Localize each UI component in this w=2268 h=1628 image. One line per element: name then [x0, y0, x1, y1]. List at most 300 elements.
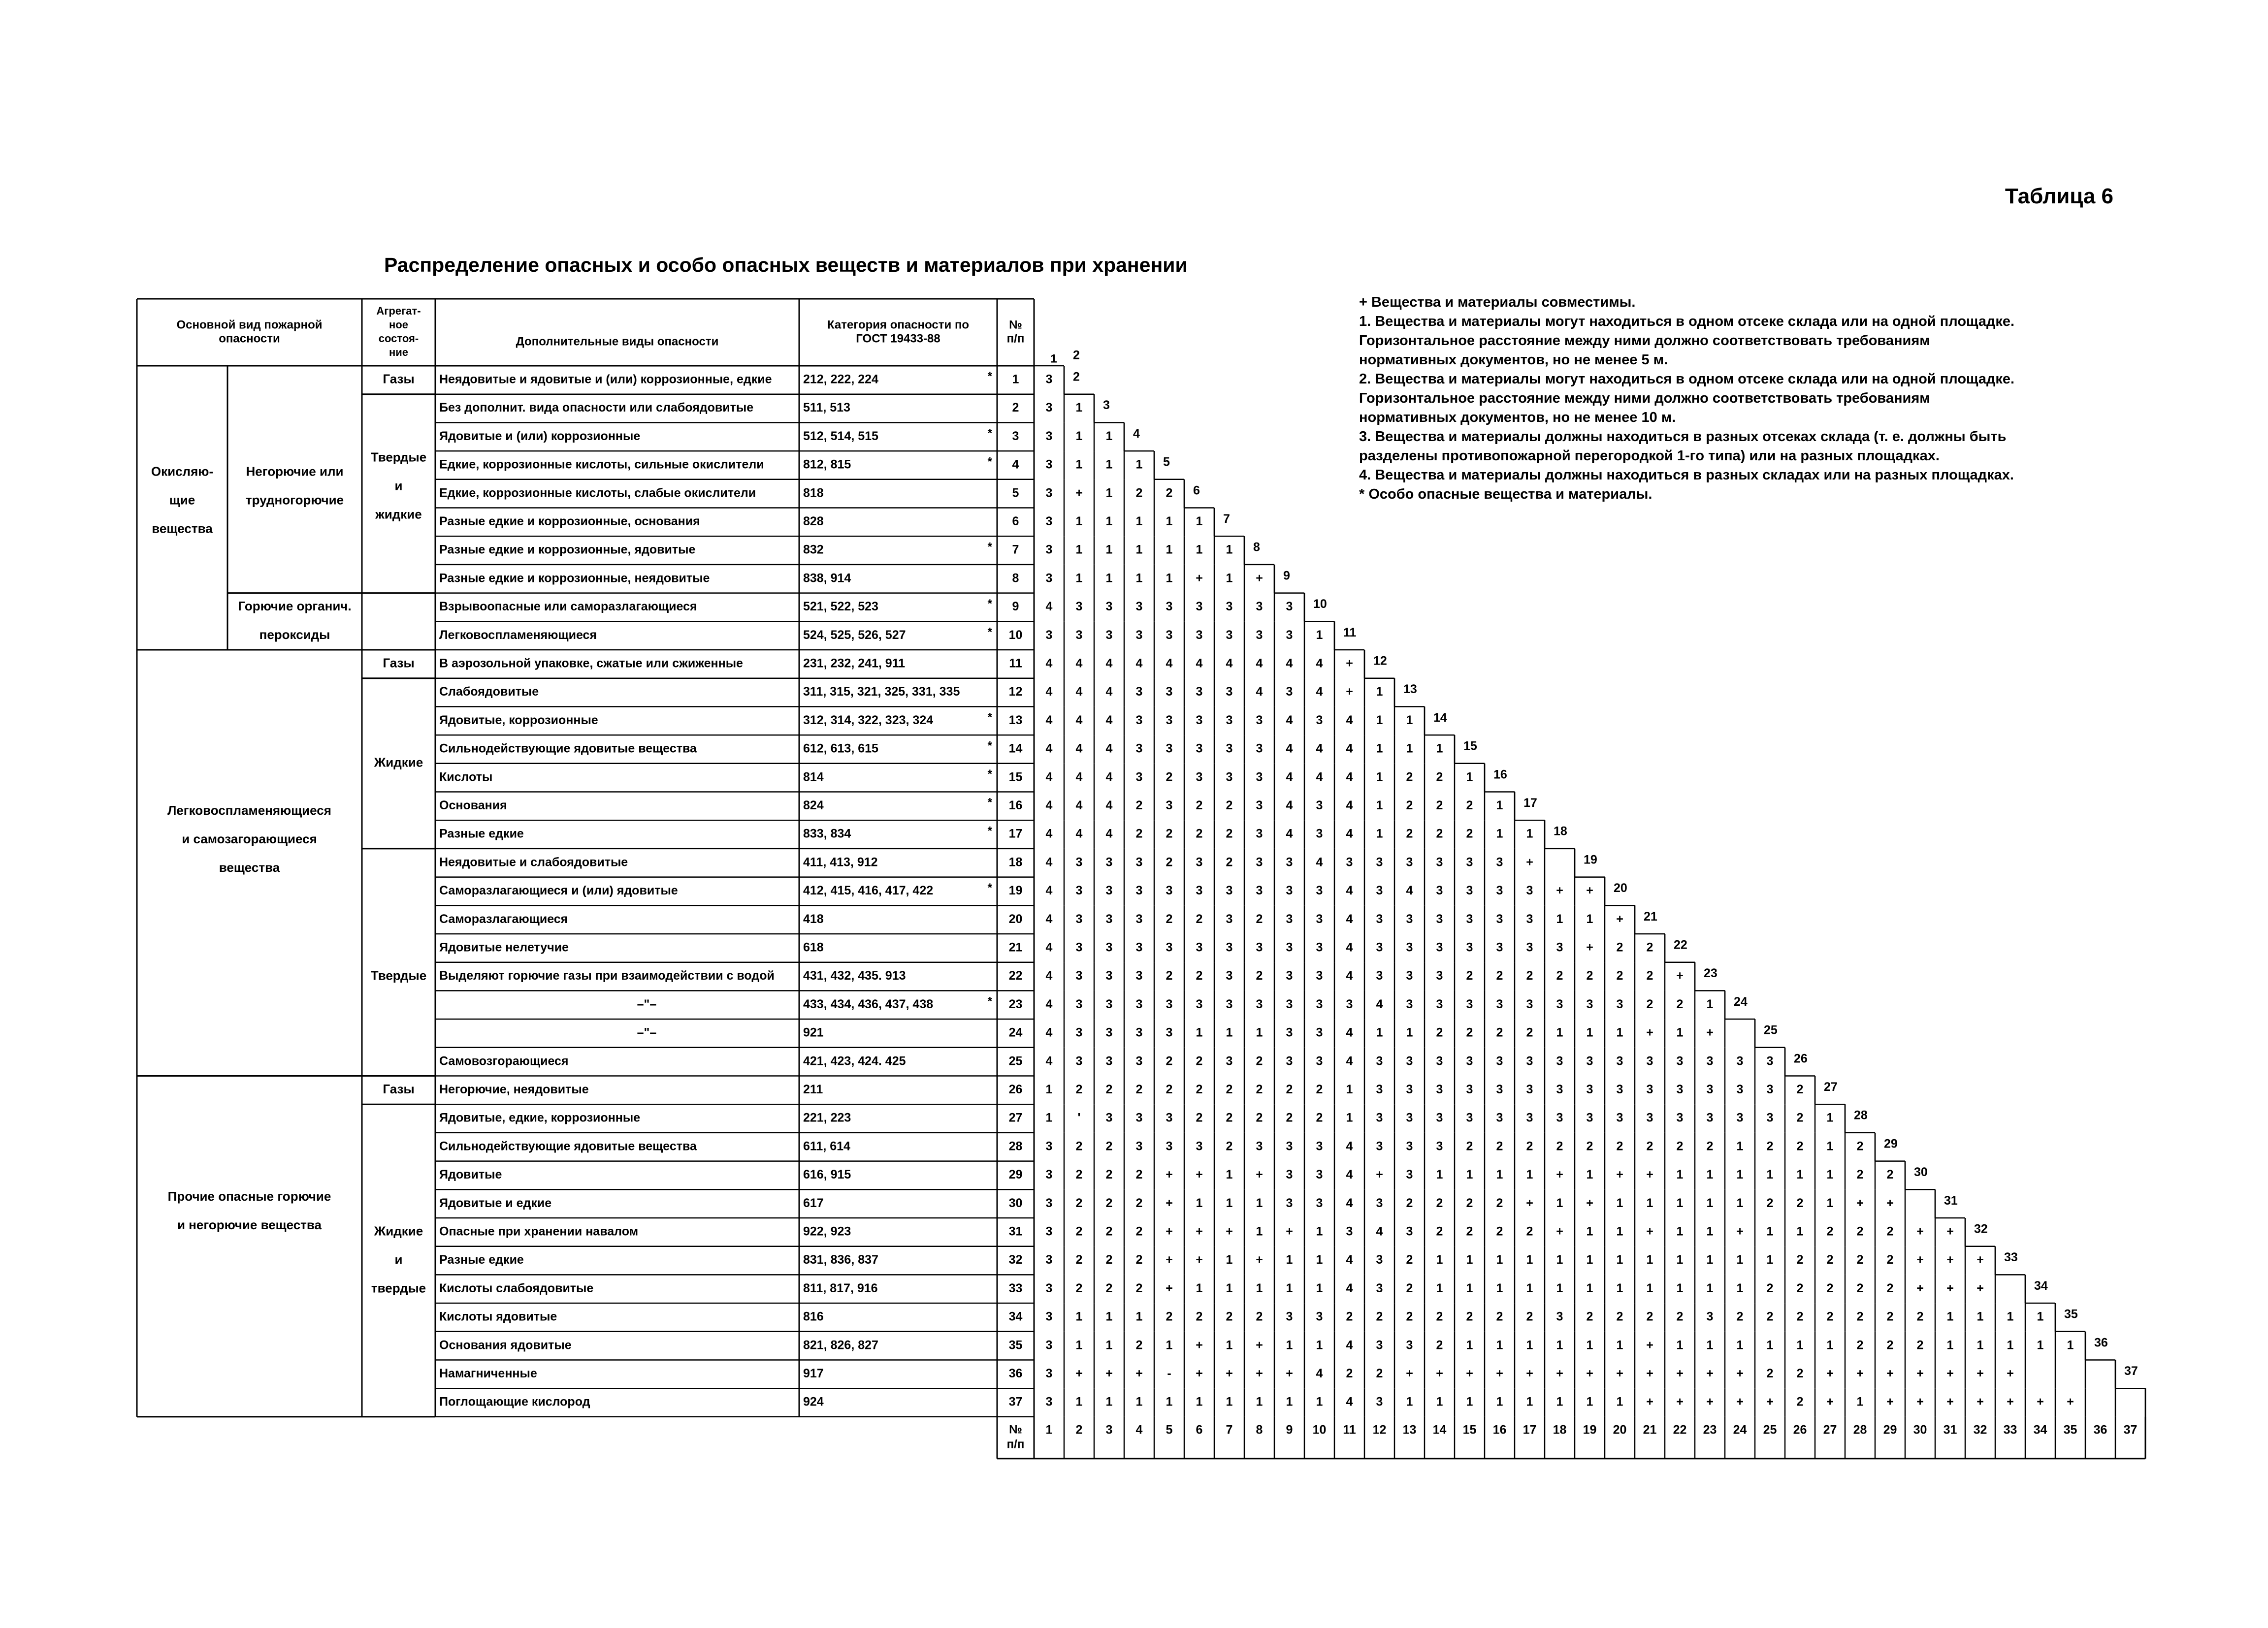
matrix-cell: 2 [1196, 827, 1203, 841]
matrix-cell: 2 [1436, 1309, 1443, 1324]
matrix-cell: 1 [1856, 1395, 1864, 1409]
matrix-cell: 3 [1196, 940, 1203, 955]
matrix-cell: 1 [1796, 1338, 1804, 1352]
matrix-cell: 2 [1526, 969, 1533, 983]
matrix-cell: + [1886, 1196, 1894, 1210]
state-gases: Газы [383, 1082, 415, 1097]
matrix-cell: 3 [1466, 1082, 1473, 1096]
matrix-cell: + [1826, 1395, 1834, 1409]
matrix-cell: 1 [1105, 1309, 1113, 1324]
matrix-cell: 3 [1256, 1139, 1263, 1153]
matrix-cell: 1 [2037, 1338, 2044, 1352]
matrix-cell: 1 [1135, 1309, 1143, 1324]
matrix-cell: 2 [1166, 770, 1173, 784]
matrix-cell: 1 [1586, 1253, 1593, 1267]
row-category: 312, 314, 322, 323, 324 [803, 713, 934, 727]
matrix-cell: + [1556, 884, 1563, 898]
matrix-cell: 2 [1135, 827, 1143, 841]
diagonal-label: 3 [1103, 398, 1110, 413]
matrix-cell: 1 [1676, 1281, 1684, 1295]
matrix-cell: 3 [1766, 1054, 1774, 1068]
bottom-column-number: 29 [1883, 1423, 1897, 1437]
row-number: 6 [1012, 514, 1019, 528]
matrix-cell: + [1166, 1168, 1173, 1182]
matrix-cell: 4 [1346, 1054, 1353, 1068]
matrix-cell: 3 [1226, 685, 1233, 699]
matrix-cell: 4 [1105, 741, 1113, 756]
matrix-cell: 2 [1406, 1309, 1413, 1324]
matrix-cell: 4 [1346, 827, 1353, 841]
matrix-cell: + [1646, 1025, 1653, 1040]
matrix-cell: + [1586, 1366, 1593, 1380]
matrix-cell: 1 [1406, 741, 1413, 756]
diagonal-label: 29 [1884, 1137, 1898, 1151]
matrix-cell: 3 [1376, 855, 1383, 869]
matrix-cell: 2 [1196, 1111, 1203, 1125]
matrix-cell: + [1586, 1196, 1593, 1210]
row-asterisk: * [987, 540, 992, 554]
row-asterisk: * [987, 625, 992, 639]
matrix-cell: 3 [1045, 514, 1053, 528]
matrix-cell: 4 [1166, 656, 1173, 670]
matrix-cell: 3 [1346, 1224, 1353, 1239]
matrix-cell: + [1616, 912, 1623, 926]
matrix-cell: 4 [1316, 770, 1323, 784]
matrix-cell: 2 [1766, 1196, 1774, 1210]
table-label: Таблица 6 [2005, 184, 2113, 208]
legend-note-1: 1. Вещества и материалы могут находиться в одном отсеке склада или на одной площадке. Горизонтальное расстояние между ними должно соответствовать требованиям нормативных документов, но не менее 5 м. [1359, 314, 2015, 368]
matrix-cell: 2 [1196, 798, 1203, 812]
matrix-cell: 2 [1436, 1338, 1443, 1352]
matrix-cell: 3 [1406, 1224, 1413, 1239]
matrix-cell: 2 [1436, 1025, 1443, 1040]
matrix-cell: 4 [1105, 713, 1113, 727]
matrix-cell: 1 [1376, 713, 1383, 727]
matrix-cell: 3 [1226, 713, 1233, 727]
matrix-cell: + [1346, 685, 1353, 699]
matrix-cell: 1 [1616, 1338, 1623, 1352]
matrix-cell: 1 [1676, 1338, 1684, 1352]
matrix-cell: 1 [1406, 1025, 1413, 1040]
matrix-cell: 4 [1105, 827, 1113, 841]
matrix-cell: 1 [1736, 1139, 1744, 1153]
row-category: 821, 826, 827 [803, 1338, 878, 1352]
matrix-cell: 2 [1166, 486, 1173, 500]
matrix-cell: - [1167, 1366, 1171, 1380]
matrix-cell: 1 [1105, 1395, 1113, 1409]
row-additional-hazard: Негорючие, неядовитые [439, 1082, 589, 1096]
matrix-cell: 1 [1045, 1082, 1053, 1096]
matrix-cell: 1 [1676, 1025, 1684, 1040]
matrix-cell: 3 [1045, 543, 1053, 557]
diagonal-label: 10 [1313, 597, 1327, 611]
matrix-cell: 2 [1796, 1281, 1804, 1295]
matrix-cell: 2 [1856, 1224, 1864, 1239]
matrix-cell: 3 [1196, 770, 1203, 784]
matrix-cell: 1 [1946, 1309, 1954, 1324]
matrix-cell: 1 [1766, 1224, 1774, 1239]
matrix-cell: 4 [1075, 656, 1083, 670]
row-additional-hazard: Ядовитые [439, 1168, 502, 1182]
bottom-column-number: 20 [1613, 1423, 1627, 1437]
matrix-cell: 3 [1286, 969, 1293, 983]
matrix-cell: 3 [1105, 628, 1113, 642]
matrix-cell: 3 [1075, 600, 1083, 614]
row-category: 832 [803, 543, 824, 557]
row-number: 34 [1008, 1309, 1023, 1324]
matrix-cell: 1 [1075, 514, 1083, 528]
matrix-cell: + [1946, 1253, 1954, 1267]
matrix-cell: 4 [1346, 713, 1353, 727]
diagonal-label: 33 [2004, 1250, 2018, 1265]
matrix-cell: 2 [1406, 1253, 1413, 1267]
state-liquid-solid: твердые [371, 1280, 426, 1296]
matrix-cell: 3 [1376, 1196, 1383, 1210]
matrix-cell: 1 [1676, 1196, 1684, 1210]
matrix-cell: 3 [1256, 997, 1263, 1011]
group-peroxides: пероксиды [259, 627, 330, 642]
matrix-cell: + [1916, 1366, 1924, 1380]
row-asterisk: * [987, 455, 992, 469]
matrix-cell: 2 [1256, 1082, 1263, 1096]
matrix-cell: 2 [1406, 770, 1413, 784]
row-number: 15 [1008, 770, 1023, 784]
matrix-cell: 4 [1135, 656, 1143, 670]
matrix-cell: + [1286, 1366, 1293, 1380]
matrix-cell: 3 [1376, 969, 1383, 983]
row-category: 824 [803, 798, 824, 812]
diagonal-label: 26 [1794, 1052, 1808, 1066]
diagonal-label: 13 [1403, 682, 1417, 697]
matrix-cell: 2 [1796, 1309, 1804, 1324]
matrix-cell: 3 [1436, 855, 1443, 869]
matrix-cell: 1 [1436, 1253, 1443, 1267]
matrix-cell: 2 [1796, 1253, 1804, 1267]
matrix-cell: 3 [1045, 401, 1053, 415]
bottom-column-number: 8 [1256, 1423, 1263, 1437]
row-category: 524, 525, 526, 527 [803, 628, 906, 642]
matrix-cell: 1 [1196, 1395, 1203, 1409]
matrix-cell: 3 [1075, 1054, 1083, 1068]
matrix-cell: 3 [1045, 1224, 1053, 1239]
diagonal-label: 30 [1914, 1165, 1928, 1180]
matrix-cell: 3 [1135, 1139, 1143, 1153]
matrix-cell: 3 [1316, 1168, 1323, 1182]
matrix-cell: 4 [1075, 741, 1083, 756]
header-state: состоя- [378, 332, 419, 345]
matrix-cell: 3 [1616, 1054, 1623, 1068]
matrix-cell: 2 [1616, 1139, 1623, 1153]
diagonal-label: 31 [1944, 1193, 1958, 1208]
row-category: 921 [803, 1025, 824, 1040]
matrix-cell: 1 [1616, 1281, 1623, 1295]
matrix-cell: 2 [1316, 1111, 1323, 1125]
matrix-cell: 3 [1316, 827, 1323, 841]
matrix-cell: 3 [1256, 940, 1263, 955]
matrix-cell: 2 [1406, 827, 1413, 841]
matrix-cell: 3 [1166, 628, 1173, 642]
row-number: 2 [1012, 401, 1019, 415]
matrix-cell: 3 [1045, 1395, 1053, 1409]
matrix-cell: 3 [1466, 912, 1473, 926]
matrix-cell: 2 [1616, 940, 1623, 955]
row-category: 418 [803, 912, 824, 926]
matrix-cell: 1 [1706, 997, 1714, 1011]
matrix-cell: 3 [1466, 1054, 1473, 1068]
matrix-cell: 1 [1226, 1253, 1233, 1267]
bottom-column-number: 7 [1226, 1423, 1233, 1437]
matrix-cell: 3 [1196, 1139, 1203, 1153]
matrix-cell: 2 [1105, 1139, 1113, 1153]
bottom-column-number: 5 [1166, 1423, 1173, 1437]
matrix-cell: + [1166, 1253, 1173, 1267]
matrix-cell: 3 [1316, 997, 1323, 1011]
matrix-cell: 3 [1736, 1054, 1744, 1068]
row-additional-hazard: Взрывоопасные или саморазлагающиеся [439, 600, 697, 614]
matrix-cell: 1 [1135, 543, 1143, 557]
matrix-cell: 1 [1556, 912, 1563, 926]
matrix-cell: + [1196, 1253, 1203, 1267]
matrix-cell: 1 [1135, 571, 1143, 585]
matrix-cell: + [1736, 1366, 1744, 1380]
matrix-cell: 3 [1286, 628, 1293, 642]
matrix-cell: 3 [1706, 1082, 1714, 1096]
matrix-cell: 1 [1826, 1168, 1834, 1182]
matrix-cell: 4 [1075, 798, 1083, 812]
diagonal-label: 23 [1704, 966, 1717, 981]
matrix-cell: 3 [1436, 1111, 1443, 1125]
legend-compatible: + Вещества и материалы совместимы. [1359, 294, 1636, 310]
matrix-cell: + [1256, 1366, 1263, 1380]
matrix-cell: 1 [1166, 514, 1173, 528]
matrix-cell: 2 [1256, 912, 1263, 926]
matrix-cell: 2 [1526, 1139, 1533, 1153]
matrix-cell: 1 [1075, 429, 1083, 443]
matrix-cell: 3 [1556, 940, 1563, 955]
row-category: 311, 315, 321, 325, 331, 335 [803, 685, 960, 699]
matrix-cell: 1 [1586, 1281, 1593, 1295]
matrix-cell: + [1676, 1395, 1684, 1409]
matrix-cell: 3 [1436, 884, 1443, 898]
row-number: 3 [1012, 429, 1019, 443]
matrix-cell: 2 [1075, 1253, 1083, 1267]
matrix-cell: 1 [1556, 1025, 1563, 1040]
group-flammable: Легковоспламеняющиеся [167, 803, 331, 818]
matrix-cell: 3 [1346, 997, 1353, 1011]
matrix-cell: 3 [1316, 884, 1323, 898]
matrix-cell: 3 [1135, 741, 1143, 756]
matrix-cell: 1 [1616, 1395, 1623, 1409]
row-additional-hazard: Разные едкие и коррозионные, основания [439, 514, 700, 528]
matrix-cell: 1 [1796, 1168, 1804, 1182]
state-liquid: Жидкие [374, 755, 423, 770]
matrix-cell: 1 [1646, 1253, 1653, 1267]
matrix-cell: 3 [1045, 1338, 1053, 1352]
matrix-cell: 1 [1105, 1338, 1113, 1352]
header-num: п/п [1006, 332, 1025, 346]
matrix-cell: + [1766, 1395, 1774, 1409]
matrix-cell: 1 [1376, 741, 1383, 756]
matrix-cell: 3 [1376, 940, 1383, 955]
matrix-cell: 1 [1496, 1338, 1503, 1352]
matrix-cell: 1 [1346, 1111, 1353, 1125]
matrix-cell: 3 [1526, 1082, 1533, 1096]
matrix-cell: 4 [1286, 713, 1293, 727]
matrix-cell: 3 [1226, 770, 1233, 784]
matrix-cell: 3 [1586, 997, 1593, 1011]
matrix-cell: 1 [1075, 1338, 1083, 1352]
matrix-cell: 1 [1075, 457, 1083, 472]
matrix-cell: + [1586, 940, 1593, 955]
row-category: 521, 522, 523 [803, 600, 878, 614]
matrix-cell: 2 [1075, 1196, 1083, 1210]
matrix-cell: 2 [1166, 827, 1173, 841]
matrix-cell: 4 [1256, 685, 1263, 699]
state-liquid-solid: и [394, 1252, 403, 1267]
matrix-cell: 3 [1105, 884, 1113, 898]
matrix-cell: + [1646, 1338, 1653, 1352]
row-additional-hazard: Без дополнит. вида опасности или слабоядовитые [439, 401, 754, 415]
row-number: 1 [1012, 372, 1019, 386]
matrix-cell: 2 [1226, 1111, 1233, 1125]
row-number: 16 [1008, 798, 1023, 812]
matrix-cell: 4 [1256, 656, 1263, 670]
matrix-cell: 3 [1556, 997, 1563, 1011]
matrix-cell: 3 [1105, 600, 1113, 614]
matrix-cell: 3 [1316, 912, 1323, 926]
matrix-cell: 3 [1166, 884, 1173, 898]
row-number: 13 [1008, 713, 1023, 727]
row-category: 818 [803, 486, 824, 500]
row-additional-hazard: Поглощающие кислород [439, 1395, 590, 1409]
row-additional-hazard: Выделяют горючие газы при взаимодействии с водой [439, 969, 775, 983]
header-additional: Дополнительные виды опасности [516, 335, 719, 349]
row-number: 11 [1009, 656, 1022, 670]
matrix-cell: 3 [1376, 1054, 1383, 1068]
matrix-cell: + [1946, 1281, 1954, 1295]
matrix-cell: 1 [1586, 1224, 1593, 1239]
matrix-cell: 2 [1886, 1338, 1894, 1352]
matrix-cell: 3 [1166, 600, 1173, 614]
bottom-column-number: 21 [1643, 1423, 1657, 1437]
matrix-cell: + [1706, 1025, 1714, 1040]
matrix-cell: + [1886, 1395, 1894, 1409]
matrix-cell: + [1286, 1224, 1293, 1239]
matrix-cell: 1 [1256, 1395, 1263, 1409]
matrix-cell: 1 [1556, 1281, 1563, 1295]
matrix-cell: + [1256, 1253, 1263, 1267]
matrix-cell: 3 [1286, 1196, 1293, 1210]
diagonal-label: 20 [1614, 881, 1627, 895]
matrix-cell: 4 [1286, 798, 1293, 812]
matrix-cell: 4 [1105, 656, 1113, 670]
matrix-cell: 4 [1346, 770, 1353, 784]
matrix-cell: 3 [1406, 855, 1413, 869]
matrix-cell: 2 [1226, 1082, 1233, 1096]
matrix-cell: 1 [1436, 741, 1443, 756]
matrix-cell: 2 [1135, 798, 1143, 812]
matrix-cell: 1 [1466, 1168, 1473, 1182]
matrix-cell: + [2067, 1395, 2074, 1409]
group-flammable: и самозагорающиеся [182, 831, 317, 847]
row-additional-hazard: Ядовитые и едкие [439, 1196, 552, 1210]
diagonal-label: 28 [1854, 1108, 1868, 1122]
matrix-cell: + [1946, 1366, 1954, 1380]
row-category: 814 [803, 770, 824, 784]
matrix-cell: 3 [1376, 1253, 1383, 1267]
matrix-cell: + [1556, 1224, 1563, 1239]
matrix-cell: + [1196, 1224, 1203, 1239]
matrix-cell: 4 [1346, 884, 1353, 898]
matrix-cell: 3 [1075, 969, 1083, 983]
matrix-cell: 3 [1286, 940, 1293, 955]
matrix-cell: 1 [1946, 1338, 1954, 1352]
matrix-cell: 2 [1166, 912, 1173, 926]
row-additional-hazard: Едкие, коррозионные кислоты, сильные окислители [439, 457, 764, 472]
diagonal-label: 21 [1644, 909, 1657, 924]
matrix-cell: 2 [1796, 1111, 1804, 1125]
matrix-cell: 1 [1376, 1025, 1383, 1040]
matrix-cell: 1 [1346, 1082, 1353, 1096]
matrix-cell: 2 [1135, 1196, 1143, 1210]
row-number: 30 [1008, 1196, 1023, 1210]
matrix-cell: 3 [1286, 600, 1293, 614]
matrix-cell: 2 [1586, 969, 1593, 983]
row-additional-hazard: Кислоты [439, 770, 493, 784]
row-additional-hazard: Кислоты слабоядовитые [439, 1281, 594, 1295]
matrix-cell: + [1075, 1366, 1083, 1380]
diagonal-label: 34 [2034, 1278, 2048, 1293]
matrix-cell: + [1706, 1395, 1714, 1409]
row-number: 33 [1008, 1281, 1023, 1295]
matrix-cell: 2 [1526, 1025, 1533, 1040]
row-number: 21 [1008, 940, 1023, 955]
matrix-cell: 2 [1856, 1253, 1864, 1267]
matrix-cell: 2 [1676, 1139, 1684, 1153]
matrix-cell: + [1526, 1366, 1533, 1380]
matrix-cell: 2 [1646, 940, 1653, 955]
matrix-cell: 2 [1616, 969, 1623, 983]
matrix-cell: 2 [1766, 1281, 1774, 1295]
matrix-cell: 3 [1526, 997, 1533, 1011]
row-number: 19 [1008, 884, 1023, 898]
matrix-cell: + [1226, 1366, 1233, 1380]
header-category: ГОСТ 19433-88 [856, 332, 940, 346]
matrix-cell: 2 [1916, 1309, 1924, 1324]
matrix-cell: 1 [1706, 1224, 1714, 1239]
matrix-cell: 3 [1196, 741, 1203, 756]
state-gases: Газы [383, 371, 415, 386]
matrix-cell: 2 [1766, 1139, 1774, 1153]
row-category: 612, 613, 615 [803, 741, 878, 756]
row-additional-hazard: Ядовитые и (или) коррозионные [439, 429, 641, 443]
row-additional-hazard: Неядовитые и слабоядовитые [439, 855, 628, 869]
bottom-num-label: п/п [1006, 1437, 1025, 1451]
row-number: 31 [1008, 1224, 1023, 1239]
matrix-cell: 2 [1466, 798, 1473, 812]
matrix-cell: 3 [1676, 1082, 1684, 1096]
matrix-cell: + [1105, 1366, 1113, 1380]
matrix-cell: + [1256, 1338, 1263, 1352]
matrix-cell: 3 [1196, 884, 1203, 898]
bottom-num-label: № [1009, 1423, 1022, 1436]
matrix-cell: 3 [1316, 1196, 1323, 1210]
matrix-cell: 2 [1826, 1309, 1834, 1324]
group-oxidizers: щие [169, 492, 195, 508]
row-additional-hazard: –"– [637, 997, 657, 1011]
matrix-cell: 1 [1556, 1395, 1563, 1409]
matrix-cell: ' [1077, 1111, 1081, 1125]
